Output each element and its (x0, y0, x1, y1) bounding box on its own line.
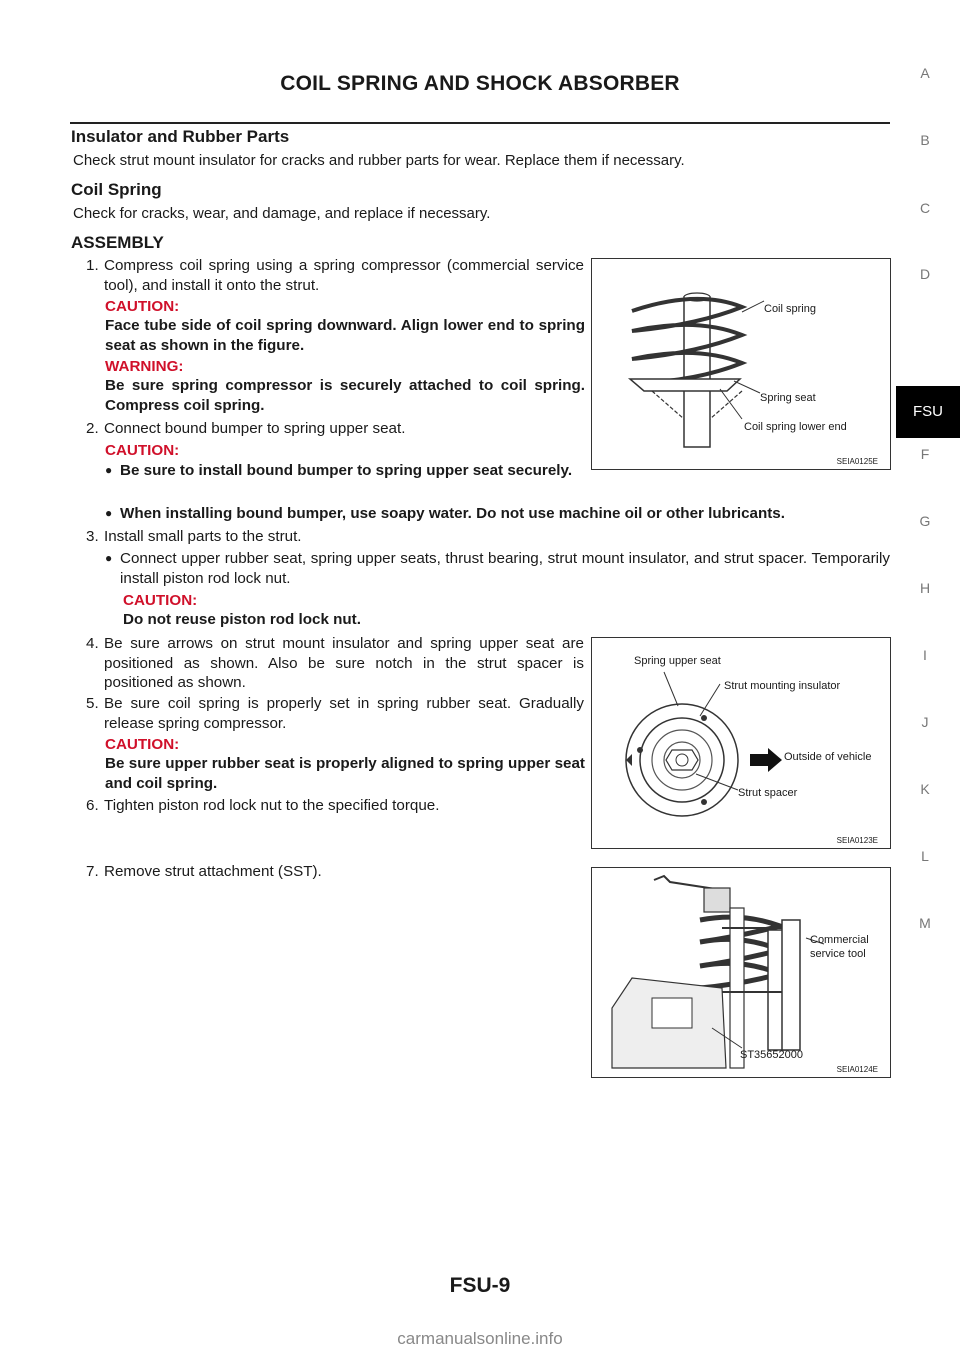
label-strut-spacer: Strut spacer (738, 787, 798, 799)
page-number: FSU-9 (449, 1274, 511, 1297)
index-letter-k[interactable]: K (920, 781, 930, 797)
bullet-text: When installing bound bumper, use soapy water. Do not use machine oil or other lubricants. (120, 505, 785, 522)
step-number: 1. (86, 257, 99, 274)
label-coil-spring: Coil spring (764, 303, 816, 315)
figure-coil-spring (591, 258, 891, 470)
step-text: Compress coil spring using a spring compressor (commercial service tool), and install it onto the strut. (104, 257, 584, 294)
caution-label-3: CAUTION: (123, 592, 198, 609)
caution-text-3: Do not reuse piston rod lock nut. (123, 611, 361, 628)
section-text-insulator: Check strut mount insulator for cracks and rubber parts for wear. Replace them if necessary. (73, 152, 685, 169)
section-heading-assembly: ASSEMBLY (71, 233, 164, 252)
bullet-dot: ● (105, 506, 113, 520)
index-letter-m[interactable]: M (919, 915, 931, 931)
warning-label-1: WARNING: (105, 358, 184, 375)
step-number: 6. (86, 797, 99, 814)
page-title: COIL SPRING AND SHOCK ABSORBER (280, 72, 680, 95)
label-outside-of-vehicle: Outside of vehicle (784, 751, 872, 763)
index-letter-f[interactable]: F (920, 446, 930, 462)
label-strut-mounting-insulator: Strut mounting insulator (724, 680, 841, 692)
index-letter-l[interactable]: L (921, 848, 929, 864)
caution-label-1: CAUTION: (105, 298, 180, 315)
figure-service-tool (591, 867, 891, 1078)
section-heading-coil-spring: Coil Spring (71, 180, 162, 199)
strut-mount-drawing (592, 638, 890, 848)
step-text: Connect bound bumper to spring upper seat. (104, 420, 406, 437)
bullet-text: Be sure to install bound bumper to spring upper seat securely. (120, 462, 573, 479)
index-tab-active[interactable]: FSU (896, 386, 960, 438)
index-letter-d[interactable]: D (919, 266, 931, 282)
label-spring-upper-seat: Spring upper seat (634, 655, 721, 667)
index-letter-a[interactable]: A (920, 65, 930, 81)
index-letter-i[interactable]: I (923, 647, 927, 663)
figure-strut-mount (591, 637, 891, 849)
title-rule (70, 122, 890, 124)
label-spring-seat: Spring seat (760, 392, 816, 404)
label-commercial: Commercial (810, 934, 869, 946)
step-number: 4. (86, 635, 99, 652)
step-number: 3. (86, 528, 99, 545)
step-text: Be sure arrows on strut mount insulator and spring upper seat are positioned as shown. Also be sure notch in the strut spacer is positioned as shown. (104, 635, 584, 691)
section-heading-insulator: Insulator and Rubber Parts (71, 127, 290, 146)
coil-spring-drawing (592, 259, 890, 469)
step-number: 7. (86, 863, 99, 880)
bullet-dot: ● (105, 463, 113, 477)
watermark: carmanualsonline.info (397, 1329, 563, 1348)
warning-text-1: Be sure spring compressor is securely attached to coil spring. Compress coil spring. (105, 377, 585, 414)
figure-code: SEIA0124E (836, 1065, 878, 1074)
step-text: Remove strut attachment (SST). (104, 863, 322, 880)
caution-text-1: Face tube side of coil spring downward. Align lower end to spring seat as shown in the figure. (105, 317, 585, 354)
label-st35652000: ST35652000 (740, 1049, 803, 1061)
step-text: Tighten piston rod lock nut to the specified torque. (104, 797, 440, 814)
index-letter-j[interactable]: J (921, 714, 929, 730)
step-text: Be sure coil spring is properly set in spring rubber seat. Gradually release spring compressor. (104, 695, 584, 732)
caution-text-5: Be sure upper rubber seat is properly aligned to spring upper seat and coil spring. (105, 755, 585, 792)
label-coil-spring-lower-end: Coil spring lower end (744, 421, 847, 433)
service-tool-drawing (592, 868, 890, 1077)
index-letter-g[interactable]: G (919, 513, 931, 529)
bullet-text: Connect upper rubber seat, spring upper seats, thrust bearing, strut mount insulator, and strut spacer. Temporarily install piston rod lock nut. (120, 550, 890, 587)
index-letter-b[interactable]: B (920, 132, 930, 148)
caution-label-2: CAUTION: (105, 442, 180, 459)
index-letter-c[interactable]: C (919, 200, 931, 216)
section-text-coil-spring: Check for cracks, wear, and damage, and replace if necessary. (73, 205, 491, 222)
caution-label-5: CAUTION: (105, 736, 180, 753)
step-number: 2. (86, 420, 99, 437)
index-letter-h[interactable]: H (919, 580, 931, 596)
figure-code: SEIA0125E (836, 457, 878, 466)
bullet-dot: ● (105, 551, 113, 565)
label-service-tool: service tool (810, 948, 866, 960)
figure-code: SEIA0123E (836, 836, 878, 845)
step-number: 5. (86, 695, 99, 712)
step-text: Install small parts to the strut. (104, 528, 302, 545)
